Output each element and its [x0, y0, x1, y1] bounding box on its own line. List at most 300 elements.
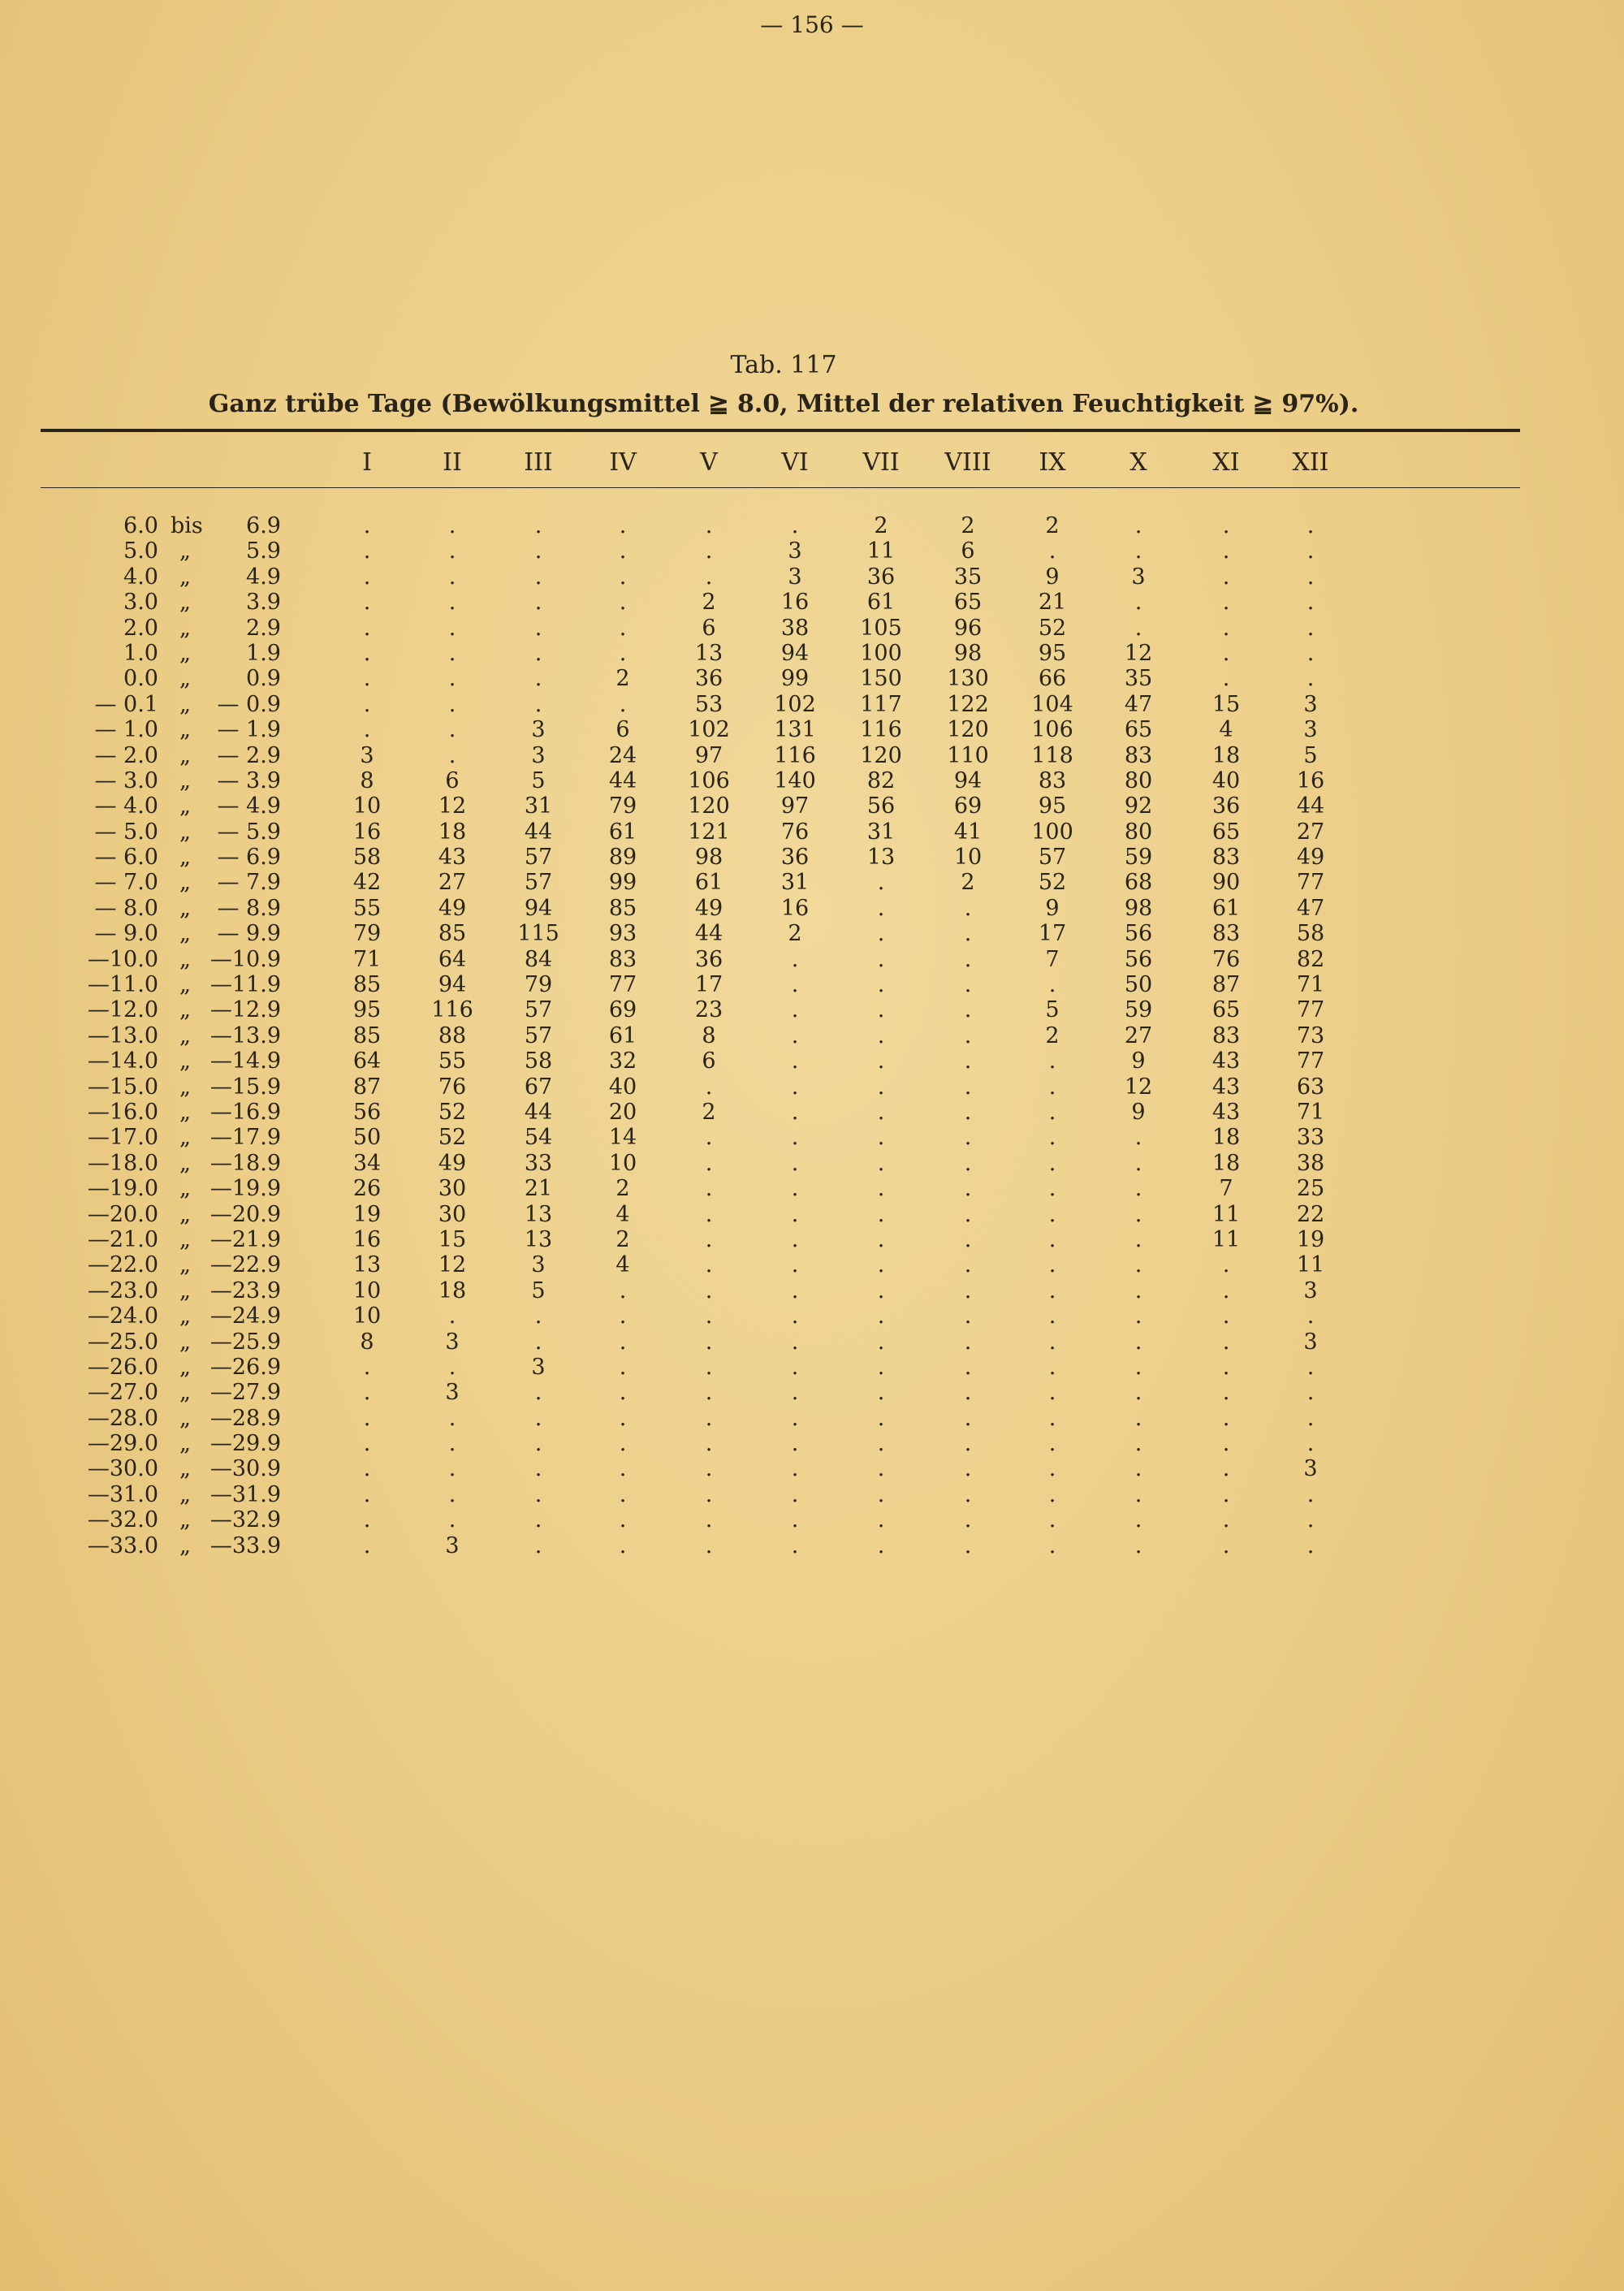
- column-header: VIII: [944, 448, 991, 477]
- table-cell: .: [964, 1022, 972, 1048]
- table-cell: 96: [953, 615, 983, 641]
- range-to: —11.9: [209, 972, 281, 998]
- table-cell: .: [1307, 1532, 1315, 1558]
- table-row: [0, 1533, 1624, 1558]
- range-to: —30.9: [209, 1456, 281, 1482]
- table-cell: 122: [947, 691, 989, 717]
- table-cell: 30: [438, 1201, 467, 1227]
- table-cell: .: [1134, 1201, 1142, 1227]
- page-number: — 156 —: [760, 11, 864, 38]
- table-cell: .: [448, 1507, 456, 1533]
- table-cell: .: [1048, 1456, 1056, 1482]
- table-cell: 89: [608, 845, 637, 871]
- table-cell: 68: [1124, 870, 1153, 896]
- table-cell: .: [964, 1456, 972, 1482]
- table-cell: 43: [1212, 1048, 1241, 1074]
- range-separator: „: [179, 870, 191, 896]
- range-from: —25.0: [87, 1329, 158, 1355]
- table-cell: 79: [524, 972, 553, 998]
- range-from: 1.0: [123, 640, 158, 666]
- table-cell: .: [363, 1380, 371, 1406]
- range-to: — 1.9: [217, 717, 281, 743]
- table-cell: 56: [352, 1099, 382, 1125]
- table-cell: 18: [438, 819, 467, 845]
- table-cell: .: [1307, 1354, 1315, 1380]
- table-cell: 83: [1038, 767, 1067, 793]
- table-cell: .: [791, 1380, 799, 1406]
- table-cell: 2: [615, 666, 630, 692]
- table-cell: .: [964, 1099, 972, 1125]
- table-cell: .: [1048, 1405, 1056, 1431]
- range-to: —32.9: [209, 1507, 281, 1533]
- table-cell: 97: [694, 742, 723, 768]
- table-cell: .: [877, 1456, 885, 1482]
- table-cell: .: [964, 921, 972, 947]
- table-row: [0, 997, 1624, 1022]
- table-cell: 2: [615, 1176, 630, 1202]
- range-separator: „: [179, 819, 191, 845]
- table-row: [0, 641, 1624, 666]
- table-row: [0, 717, 1624, 742]
- table-cell: .: [705, 538, 713, 564]
- range-to: —25.9: [209, 1329, 281, 1355]
- table-row: [0, 513, 1624, 538]
- range-to: 4.9: [246, 564, 281, 590]
- range-to: 6.9: [246, 513, 281, 538]
- table-cell: 57: [524, 845, 553, 871]
- table-cell: 3: [1303, 1277, 1318, 1303]
- table-row: [0, 972, 1624, 997]
- table-cell: .: [705, 1532, 713, 1558]
- table-row: [0, 793, 1624, 819]
- table-cell: .: [534, 615, 542, 641]
- table-cell: .: [363, 717, 371, 743]
- table-cell: 3: [445, 1532, 460, 1558]
- table-cell: .: [964, 1252, 972, 1278]
- range-separator: „: [179, 845, 191, 871]
- table-cell: 71: [1296, 972, 1325, 998]
- table-cell: 3: [788, 564, 802, 590]
- table-cell: .: [791, 1125, 799, 1151]
- table-cell: 6: [702, 1048, 716, 1074]
- column-header: V: [700, 448, 718, 477]
- table-cell: .: [877, 1176, 885, 1202]
- table-cell: .: [363, 1431, 371, 1457]
- table-cell: .: [791, 1405, 799, 1431]
- table-cell: 13: [866, 845, 896, 871]
- table-cell: 22: [1296, 1201, 1325, 1227]
- table-row: [0, 845, 1624, 870]
- table-cell: 20: [608, 1099, 637, 1125]
- table-cell: 98: [953, 640, 983, 666]
- table-cell: 120: [947, 717, 989, 743]
- table-row: [0, 1278, 1624, 1303]
- table-cell: .: [448, 1303, 456, 1329]
- table-cell: .: [363, 564, 371, 590]
- table-cell: 85: [438, 921, 467, 947]
- table-cell: .: [448, 513, 456, 538]
- table-row: [0, 819, 1624, 845]
- range-to: —22.9: [209, 1252, 281, 1278]
- table-cell: .: [964, 1431, 972, 1457]
- table-cell: 120: [688, 793, 730, 819]
- range-separator: „: [179, 615, 191, 641]
- range-from: —12.0: [87, 997, 158, 1023]
- table-cell: .: [1048, 1277, 1056, 1303]
- table-cell: .: [964, 997, 972, 1023]
- table-cell: 65: [1212, 819, 1241, 845]
- table-cell: .: [791, 1277, 799, 1303]
- table-cell: .: [534, 691, 542, 717]
- table-cell: 4: [615, 1201, 630, 1227]
- table-cell: .: [1134, 1176, 1142, 1202]
- table-cell: .: [877, 1048, 885, 1074]
- table-cell: 83: [1212, 1022, 1241, 1048]
- table-cell: 11: [1212, 1201, 1241, 1227]
- table-cell: .: [877, 921, 885, 947]
- table-row: [0, 1252, 1624, 1277]
- range-to: 5.9: [246, 538, 281, 564]
- table-cell: .: [1222, 564, 1230, 590]
- table-cell: 150: [860, 666, 902, 692]
- table-cell: 99: [608, 870, 637, 896]
- table-cell: 102: [688, 717, 730, 743]
- table-cell: 44: [524, 1099, 553, 1125]
- range-from: —18.0: [87, 1150, 158, 1176]
- range-to: — 2.9: [217, 742, 281, 768]
- range-from: —26.0: [87, 1354, 158, 1380]
- range-separator: „: [179, 1456, 191, 1482]
- table-cell: .: [877, 1380, 885, 1406]
- range-from: 0.0: [123, 666, 158, 692]
- table-cell: 80: [1124, 819, 1153, 845]
- range-to: —13.9: [209, 1022, 281, 1048]
- range-separator: „: [179, 1125, 191, 1151]
- table-cell: .: [964, 1405, 972, 1431]
- table-cell: .: [791, 997, 799, 1023]
- table-row: [0, 921, 1624, 946]
- range-from: 2.0: [123, 615, 158, 641]
- table-cell: .: [1222, 1456, 1230, 1482]
- table-cell: .: [877, 1507, 885, 1533]
- table-cell: 31: [524, 793, 553, 819]
- table-cell: .: [1048, 1532, 1056, 1558]
- table-cell: .: [1134, 1456, 1142, 1482]
- table-cell: 95: [1038, 640, 1067, 666]
- range-to: —33.9: [209, 1532, 281, 1558]
- table-cell: 61: [608, 819, 637, 845]
- table-cell: 98: [1124, 895, 1153, 921]
- range-separator: „: [179, 1431, 191, 1457]
- table-cell: 36: [694, 666, 723, 692]
- range-to: —24.9: [209, 1303, 281, 1329]
- table-cell: .: [448, 717, 456, 743]
- range-separator: „: [179, 972, 191, 998]
- table-cell: 116: [431, 997, 473, 1023]
- table-header-row: [0, 448, 1624, 478]
- table-cell: 5: [531, 1277, 546, 1303]
- table-cell: .: [1222, 1431, 1230, 1457]
- table-cell: .: [877, 1405, 885, 1431]
- table-cell: 9: [1131, 1048, 1146, 1074]
- range-to: — 5.9: [217, 819, 281, 845]
- range-separator: „: [179, 1226, 191, 1252]
- table-cell: .: [534, 538, 542, 564]
- table-cell: .: [705, 1074, 713, 1100]
- table-cell: 12: [1124, 640, 1153, 666]
- table-cell: 61: [1212, 895, 1241, 921]
- table-cell: .: [619, 691, 627, 717]
- table-cell: 3: [445, 1329, 460, 1355]
- range-to: — 0.9: [217, 691, 281, 717]
- table-cell: 61: [608, 1022, 637, 1048]
- range-from: — 6.0: [94, 845, 158, 871]
- table-cell: 2: [788, 921, 802, 947]
- table-cell: .: [619, 615, 627, 641]
- table-cell: 10: [352, 1303, 382, 1329]
- table-cell: 9: [1045, 564, 1060, 590]
- table-cell: 79: [352, 921, 382, 947]
- range-separator: „: [179, 1303, 191, 1329]
- table-cell: 3: [1303, 691, 1318, 717]
- table-cell: .: [791, 946, 799, 972]
- table-cell: 2: [702, 590, 716, 616]
- table-cell: .: [705, 1380, 713, 1406]
- table-cell: .: [1307, 1380, 1315, 1406]
- table-cell: .: [619, 590, 627, 616]
- table-row: [0, 666, 1624, 691]
- table-cell: 6: [615, 717, 630, 743]
- table-cell: 44: [608, 767, 637, 793]
- table-cell: 3: [1131, 564, 1146, 590]
- table-cell: 82: [1296, 946, 1325, 972]
- table-cell: .: [1134, 1481, 1142, 1507]
- table-cell: .: [448, 564, 456, 590]
- table-cell: 21: [524, 1176, 553, 1202]
- table-cell: 27: [1296, 819, 1325, 845]
- table-cell: .: [705, 1329, 713, 1355]
- table-cell: .: [791, 1532, 799, 1558]
- table-cell: 58: [524, 1048, 553, 1074]
- table-cell: .: [964, 1507, 972, 1533]
- table-cell: .: [964, 1481, 972, 1507]
- table-cell: 50: [352, 1125, 382, 1151]
- table-cell: .: [619, 1277, 627, 1303]
- table-cell: 17: [694, 972, 723, 998]
- table-cell: .: [534, 590, 542, 616]
- range-separator: „: [179, 1022, 191, 1048]
- table-cell: .: [619, 564, 627, 590]
- table-cell: 25: [1296, 1176, 1325, 1202]
- table-cell: .: [363, 666, 371, 692]
- range-separator: bis: [171, 513, 203, 538]
- range-to: —14.9: [209, 1048, 281, 1074]
- table-cell: 27: [1124, 1022, 1153, 1048]
- range-separator: „: [179, 1176, 191, 1202]
- range-from: —22.0: [87, 1252, 158, 1278]
- table-cell: 100: [1031, 819, 1073, 845]
- table-cell: .: [534, 666, 542, 692]
- table-cell: 83: [1212, 845, 1241, 871]
- table-cell: .: [363, 1456, 371, 1482]
- table-cell: .: [1048, 1354, 1056, 1380]
- table-cell: 14: [608, 1125, 637, 1151]
- table-cell: .: [1048, 1074, 1056, 1100]
- range-to: — 4.9: [217, 793, 281, 819]
- column-header: IV: [609, 448, 637, 477]
- range-to: — 3.9: [217, 767, 281, 793]
- table-cell: .: [791, 1201, 799, 1227]
- range-to: — 6.9: [217, 845, 281, 871]
- table-cell: .: [964, 1380, 972, 1406]
- table-cell: 140: [774, 767, 816, 793]
- table-cell: 83: [608, 946, 637, 972]
- table-cell: .: [619, 513, 627, 538]
- range-from: — 3.0: [94, 767, 158, 793]
- table-cell: 19: [1296, 1226, 1325, 1252]
- table-cell: 18: [1212, 742, 1241, 768]
- table-cell: .: [448, 590, 456, 616]
- table-cell: 76: [1212, 946, 1241, 972]
- table-cell: .: [363, 691, 371, 717]
- table-cell: .: [1222, 1405, 1230, 1431]
- column-header: X: [1129, 448, 1147, 477]
- table-cell: .: [1307, 615, 1315, 641]
- table-cell: .: [619, 1507, 627, 1533]
- table-cell: 35: [953, 564, 983, 590]
- range-from: —20.0: [87, 1201, 158, 1227]
- table-cell: 21: [1038, 590, 1067, 616]
- table-row: [0, 947, 1624, 972]
- table-cell: .: [363, 1405, 371, 1431]
- table-cell: 77: [1296, 997, 1325, 1023]
- table-cell: .: [1307, 513, 1315, 538]
- table-cell: 84: [524, 946, 553, 972]
- table-row: [0, 768, 1624, 793]
- table-cell: .: [1048, 1507, 1056, 1533]
- table-cell: .: [619, 538, 627, 564]
- range-from: — 8.0: [94, 895, 158, 921]
- table-cell: .: [534, 1456, 542, 1482]
- table-row: [0, 1380, 1624, 1405]
- table-cell: .: [1048, 1176, 1056, 1202]
- range-separator: „: [179, 1099, 191, 1125]
- range-separator: „: [179, 666, 191, 692]
- column-header: XII: [1292, 448, 1329, 477]
- table-cell: .: [363, 1532, 371, 1558]
- table-cell: 34: [352, 1150, 382, 1176]
- range-separator: „: [179, 921, 191, 947]
- table-cell: 27: [438, 870, 467, 896]
- range-separator: „: [179, 691, 191, 717]
- range-separator: „: [179, 946, 191, 972]
- table-cell: 69: [608, 997, 637, 1023]
- range-from: —16.0: [87, 1099, 158, 1125]
- table-cell: 5: [1045, 997, 1060, 1023]
- table-cell: 8: [360, 1329, 374, 1355]
- table-cell: 3: [1303, 1456, 1318, 1482]
- table-cell: 64: [352, 1048, 382, 1074]
- table-cell: .: [1222, 666, 1230, 692]
- table-cell: .: [705, 1176, 713, 1202]
- table-cell: 130: [947, 666, 989, 692]
- table-cell: 2: [961, 870, 975, 896]
- table-cell: .: [705, 1150, 713, 1176]
- table-cell: 3: [1303, 717, 1318, 743]
- table-row: [0, 1176, 1624, 1201]
- range-from: 4.0: [123, 564, 158, 590]
- table-cell: 9: [1045, 895, 1060, 921]
- table-cell: 59: [1124, 997, 1153, 1023]
- table-cell: .: [448, 666, 456, 692]
- column-header: I: [362, 448, 372, 477]
- table-cell: 36: [1212, 793, 1241, 819]
- table-cell: .: [1307, 564, 1315, 590]
- table-cell: .: [1222, 1252, 1230, 1278]
- table-cell: 131: [774, 717, 816, 743]
- table-cell: .: [619, 1405, 627, 1431]
- table-cell: 5: [531, 767, 546, 793]
- table-cell: .: [964, 1532, 972, 1558]
- table-cell: 24: [608, 742, 637, 768]
- table-cell: .: [705, 1303, 713, 1329]
- table-cell: .: [363, 1354, 371, 1380]
- table-cell: 100: [860, 640, 902, 666]
- table-cell: .: [1134, 538, 1142, 564]
- range-separator: „: [179, 538, 191, 564]
- table-cell: 16: [352, 819, 382, 845]
- range-from: —33.0: [87, 1532, 158, 1558]
- table-cell: 67: [524, 1074, 553, 1100]
- table-cell: .: [877, 997, 885, 1023]
- table-cell: 54: [524, 1125, 553, 1151]
- table-cell: .: [1134, 1532, 1142, 1558]
- range-to: 3.9: [246, 590, 281, 616]
- table-cell: 121: [688, 819, 730, 845]
- range-from: —29.0: [87, 1431, 158, 1457]
- table-cell: .: [1222, 615, 1230, 641]
- table-cell: 66: [1038, 666, 1067, 692]
- table-cell: 44: [524, 819, 553, 845]
- table-row: [0, 1329, 1624, 1355]
- table-cell: .: [964, 1354, 972, 1380]
- table-cell: 115: [517, 921, 559, 947]
- range-separator: „: [179, 1380, 191, 1406]
- table-row: [0, 743, 1624, 768]
- table-cell: .: [363, 1507, 371, 1533]
- table-cell: 58: [1296, 921, 1325, 947]
- table-cell: .: [1307, 1303, 1315, 1329]
- table-cell: 2: [702, 1099, 716, 1125]
- range-separator: „: [179, 717, 191, 743]
- table-cell: .: [1222, 1532, 1230, 1558]
- table-cell: 3: [360, 742, 374, 768]
- table-row: [0, 896, 1624, 921]
- table-cell: .: [1048, 1226, 1056, 1252]
- table-cell: 40: [1212, 767, 1241, 793]
- table-cell: 43: [438, 845, 467, 871]
- table-cell: 95: [1038, 793, 1067, 819]
- table-row: [0, 1023, 1624, 1048]
- range-to: — 9.9: [217, 921, 281, 947]
- table-cell: 13: [694, 640, 723, 666]
- table-cell: .: [877, 1431, 885, 1457]
- range-from: — 7.0: [94, 870, 158, 896]
- table-row: [0, 1048, 1624, 1074]
- range-from: — 0.1: [94, 691, 158, 717]
- table-cell: 93: [608, 921, 637, 947]
- table-cell: 18: [1212, 1125, 1241, 1151]
